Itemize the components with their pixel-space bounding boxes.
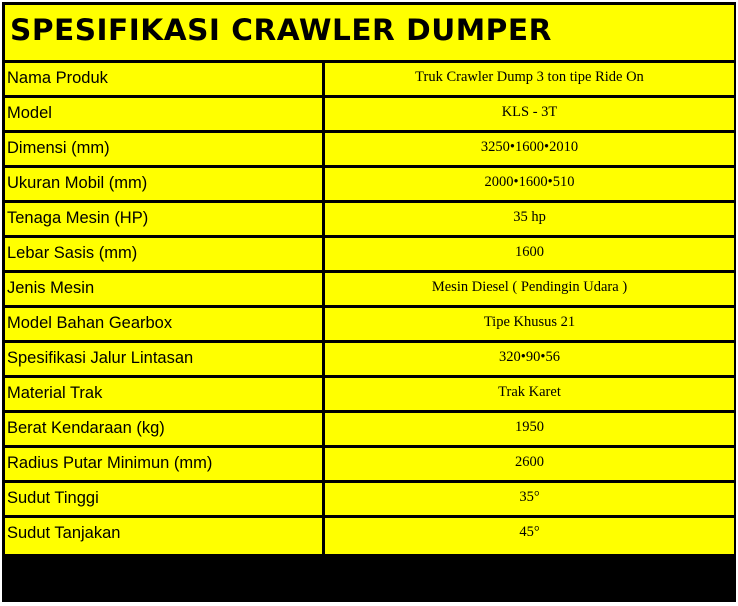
table-row [5, 63, 734, 98]
spec-value: 35 hp [325, 203, 734, 238]
table-row [5, 168, 734, 203]
spec-value: 35° [325, 483, 734, 518]
spec-label: Tenaga Mesin (HP) [5, 203, 325, 238]
table-row [5, 308, 734, 343]
spec-label: Nama Produk [5, 63, 325, 98]
spec-label: Lebar Sasis (mm) [5, 238, 325, 273]
table-row [5, 238, 734, 273]
spec-label: Spesifikasi Jalur Lintasan [5, 343, 325, 378]
table-row [5, 483, 734, 518]
table-row [5, 518, 734, 554]
table-row [5, 133, 734, 168]
spec-value: 1950 [325, 413, 734, 448]
spec-value: Tipe Khusus 21 [325, 308, 734, 343]
spec-label: Ukuran Mobil (mm) [5, 168, 325, 203]
spec-label: Berat Kendaraan (kg) [5, 413, 325, 448]
spec-label: Dimensi (mm) [5, 133, 325, 168]
table-row [5, 273, 734, 308]
table-row [5, 448, 734, 483]
table-row [5, 413, 734, 448]
spec-value: 2000•1600•510 [325, 168, 734, 203]
page-title: SPESIFIKASI CRAWLER DUMPER [10, 13, 552, 47]
spec-table [5, 63, 734, 554]
table-row [5, 343, 734, 378]
spec-value: 320•90•56 [325, 343, 734, 378]
spec-label: Sudut Tinggi [5, 483, 325, 518]
spec-label: Sudut Tanjakan [5, 518, 325, 554]
spec-value: 2600 [325, 448, 734, 483]
table-row [5, 378, 734, 413]
spec-value: KLS - 3T [325, 98, 734, 133]
spec-value: 45° [325, 518, 734, 554]
spec-value: Trak Karet [325, 378, 734, 413]
spec-label: Material Trak [5, 378, 325, 413]
spec-label: Jenis Mesin [5, 273, 325, 308]
spec-value: Truk Crawler Dump 3 ton tipe Ride On [325, 63, 734, 98]
spec-label: Model [5, 98, 325, 133]
table-row [5, 203, 734, 238]
spec-value: 3250•1600•2010 [325, 133, 734, 168]
spec-value: Mesin Diesel ( Pendingin Udara ) [325, 273, 734, 308]
title-bar [5, 5, 734, 60]
table-row [5, 98, 734, 133]
spec-sheet [2, 2, 736, 602]
spec-value: 1600 [325, 238, 734, 273]
spec-label: Model Bahan Gearbox [5, 308, 325, 343]
spec-label: Radius Putar Minimun (mm) [5, 448, 325, 483]
